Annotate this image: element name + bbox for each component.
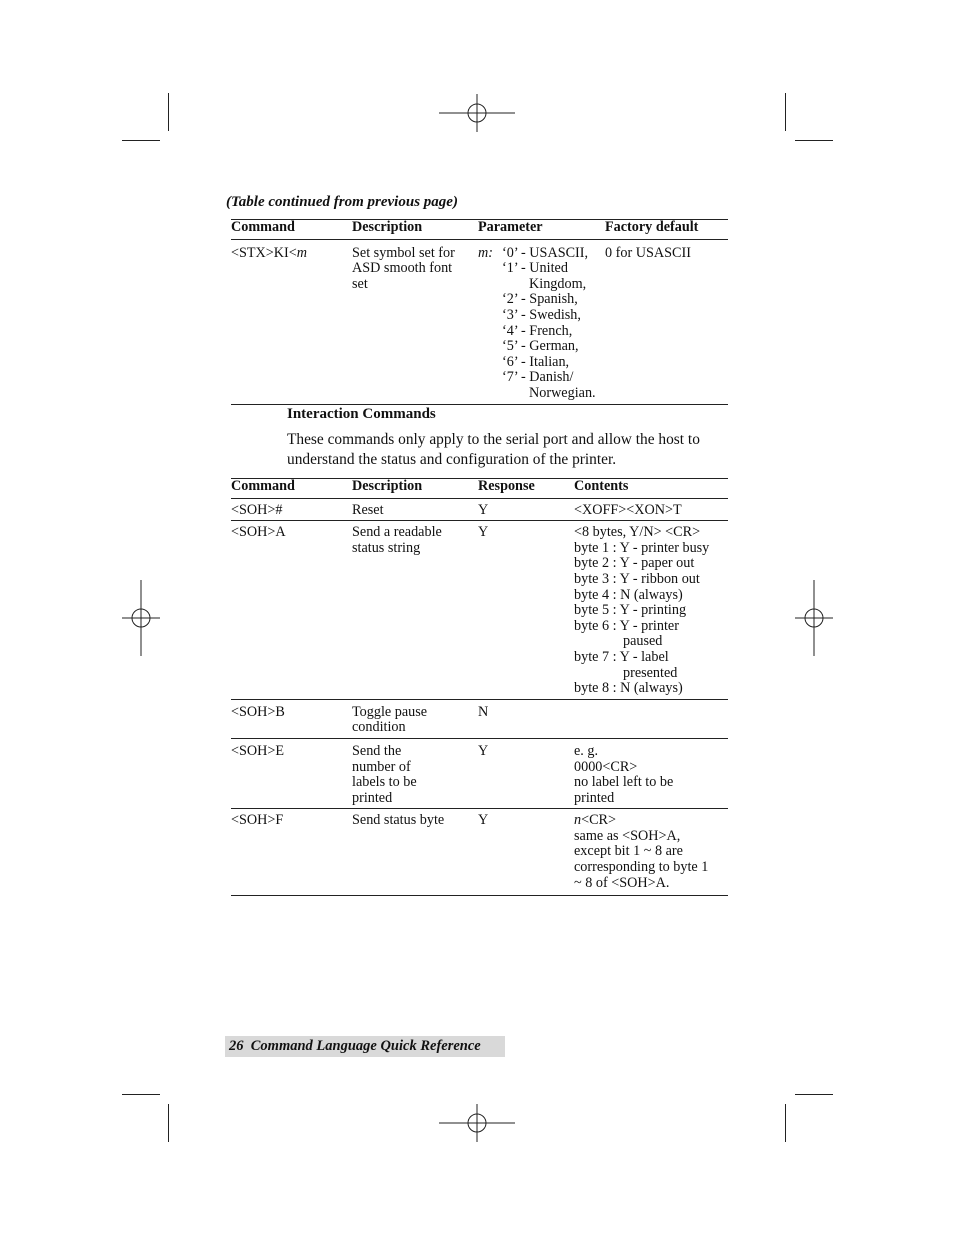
command-cell: <SOH>F [231,809,352,896]
contents-line: byte 6 : Y - printer paused [574,617,679,650]
column-header: Description [352,220,478,240]
contents-line: byte 1 : Y - printer busy [574,539,710,556]
contents-line: no label left to be printed [574,774,674,806]
crop-mark [795,1094,833,1095]
command-cell: <SOH># [231,498,352,521]
description-cell: Send the number of labels to be printed [352,738,478,808]
crop-mark [122,1094,160,1095]
page-number: 26 [229,1038,244,1054]
command-cell: <SOH>B [231,699,352,738]
parameter-variable: m: [478,244,493,261]
list-item: ‘6’ - Italian, [502,353,570,370]
column-header: Response [478,479,574,499]
response-cell: N [478,699,574,738]
table-caption: (Table continued from previous page) [226,194,458,210]
contents-line: byte 8 : N (always) [574,680,683,697]
table-row [231,239,728,404]
table-row [231,809,728,896]
table-row [231,738,728,808]
command-variable: m [296,244,308,261]
parameter-list [478,246,605,402]
default-cell: 0 for USASCII [605,239,728,404]
crop-mark [785,1104,786,1142]
contents-line: <XOFF><XON>T [574,501,682,518]
column-header: Command [231,479,352,499]
column-header: Description [352,479,478,499]
registration-mark-icon [122,580,160,656]
contents-cell [574,498,728,521]
column-header: Factory default [605,220,728,240]
list-item: ‘3’ - Swedish, [502,306,581,323]
page-footer [225,1036,505,1057]
contents-line: byte 4 : N (always) [574,586,683,603]
list-item: ‘1’ - United Kingdom, [502,260,587,292]
command-cell: <SOH>A [231,521,352,700]
contents-line: byte 7 : Y - label presented [574,648,678,681]
column-header: Command [231,220,352,240]
column-header: Contents [574,479,728,499]
table-header-row [231,479,728,499]
section-body: These commands only apply to the serial port and allow the host to understand the status and configuration of the printer. [287,431,700,468]
list-item: ‘4’ - French, [502,322,573,339]
parameter-cell [478,239,605,404]
footer-title: Command Language Quick Reference [250,1038,481,1054]
response-cell: Y [478,521,574,700]
description-cell: Send a readable status string [352,521,478,700]
contents-line: <8 bytes, Y/N> <CR> [574,524,701,541]
list-item: ‘2’ - Spanish, [502,291,578,308]
command-cell [231,239,352,404]
contents-line: byte 2 : Y - paper out [574,555,695,572]
description-cell: Send status byte [352,809,478,896]
crop-mark [168,93,169,131]
description-cell: Toggle pause condition [352,699,478,738]
interaction-commands-table [231,478,728,896]
section-title: Interaction Commands [287,406,436,422]
registration-mark-icon [439,1104,515,1142]
crop-mark [795,140,833,141]
parameter-values [502,246,605,402]
contents-line: same as <SOH>A, except bit 1 ~ 8 are corresponding to byte 1 ~ 8 of <SOH>A. [574,827,709,891]
list-item: ‘7’ - Danish/ Norwegian. [502,369,596,401]
table-row [231,521,728,700]
response-cell: Y [478,738,574,808]
crop-mark [785,93,786,131]
contents-line: 0000<CR> [574,758,638,775]
command-text: <STX>KI< [231,244,297,261]
contents-cell [574,738,728,808]
contents-line: byte 3 : Y - ribbon out [574,570,700,587]
response-cell: Y [478,498,574,521]
response-cell: Y [478,809,574,896]
contents-cell [574,699,728,738]
registration-mark-icon [795,580,833,656]
column-header: Parameter [478,220,605,240]
contents-cell [574,521,728,700]
symbol-set-table [231,219,728,405]
contents-variable: n [574,812,582,829]
footer-text [229,1038,481,1055]
registration-mark-icon [439,94,515,132]
description-cell: Reset [352,498,478,521]
command-cell: <SOH>E [231,738,352,808]
contents-cell [574,809,728,896]
contents-line [574,813,728,829]
table-header-row [231,220,728,240]
description-cell: Set symbol set for ASD smooth font set [352,239,478,404]
contents-line: byte 5 : Y - printing [574,602,687,619]
contents-variable-suffix: <CR> [581,812,617,829]
crop-mark [168,1104,169,1142]
contents-line: e. g. [574,742,599,759]
crop-mark [122,140,160,141]
table-row [231,498,728,521]
table-row [231,699,728,738]
list-item: ‘5’ - German, [502,338,579,355]
list-item: ‘0’ - USASCII, [502,244,589,261]
